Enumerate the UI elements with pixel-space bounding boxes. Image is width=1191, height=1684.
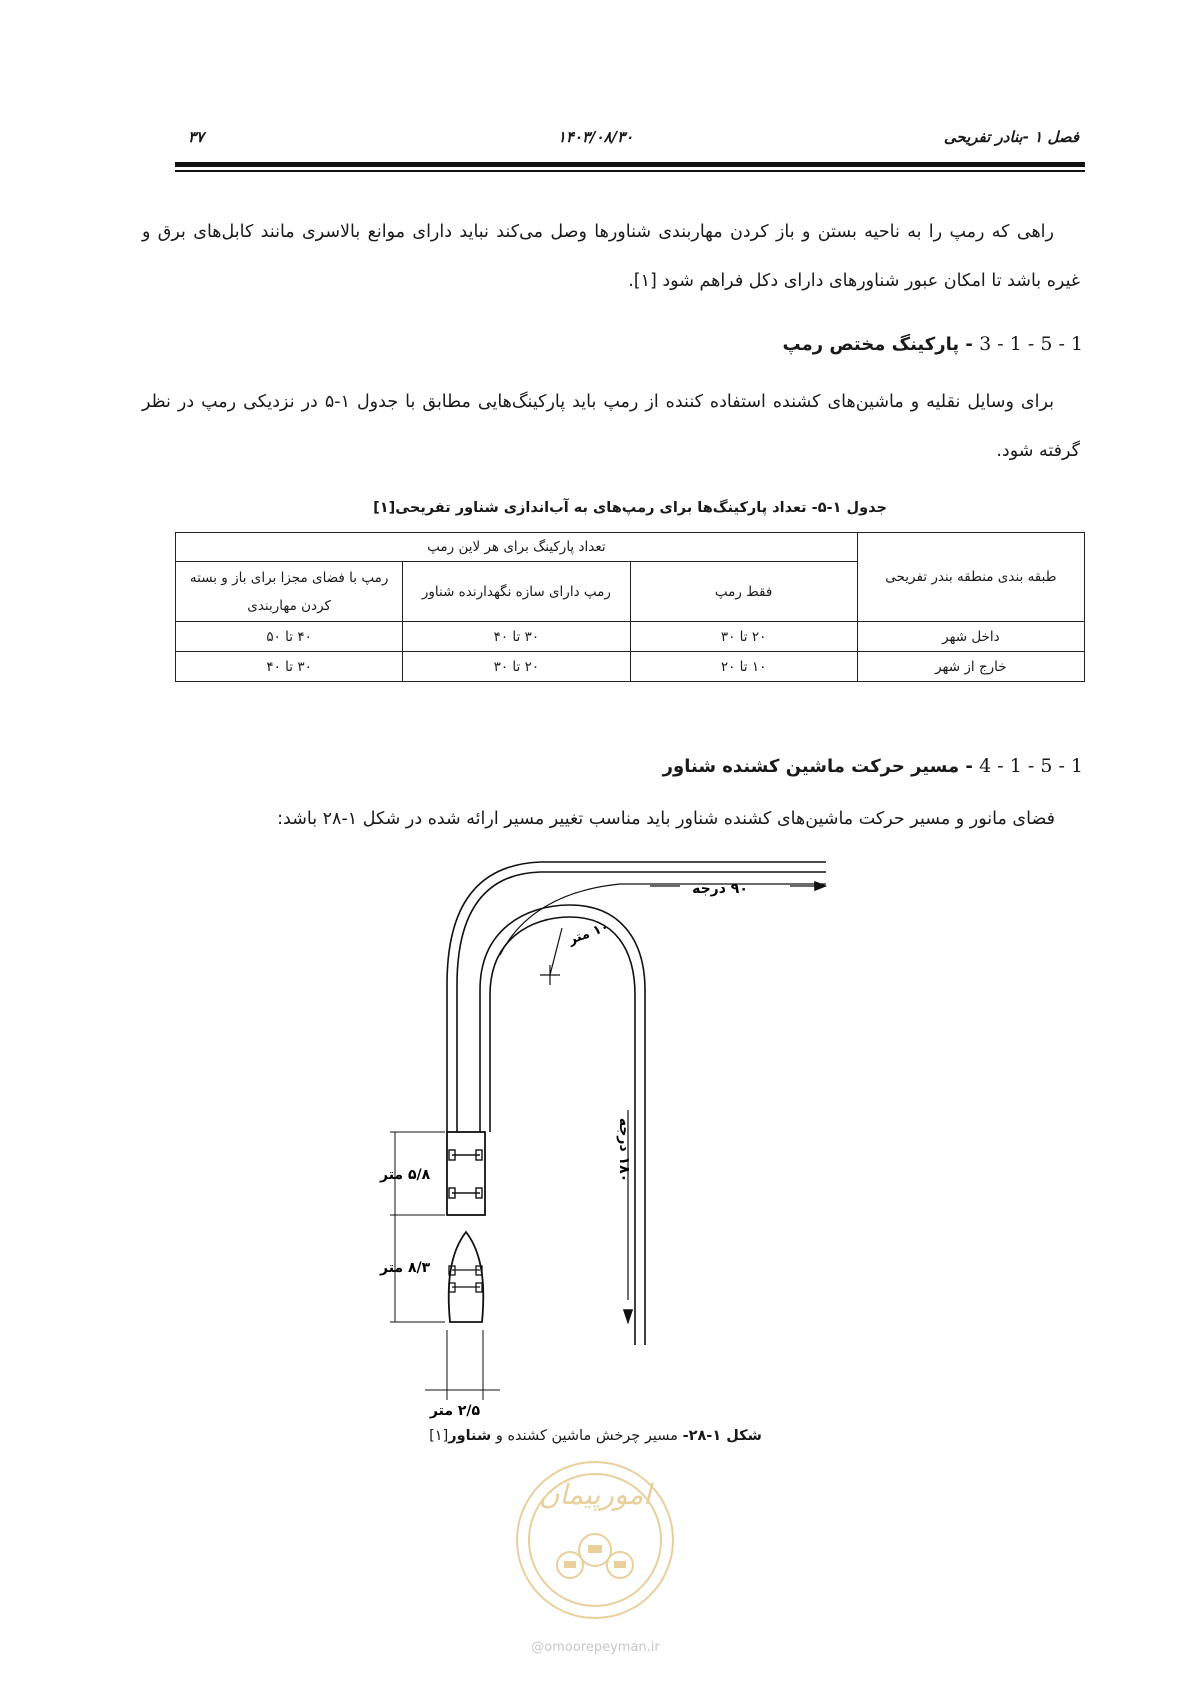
- table-cell: ۱۰ تا ۲۰: [630, 652, 857, 682]
- watermark-seal-text: امورپیمان: [538, 1478, 652, 1511]
- watermark-url: @omoorepeyman.ir: [531, 1640, 660, 1655]
- table-cell: ۳۰ تا ۴۰: [176, 652, 403, 682]
- page-number: ۳۷: [188, 128, 205, 146]
- label-10m: ۱۰ متر: [566, 919, 612, 948]
- paragraph-1: راهی که رمپ را به ناحیه بستن و باز کردن مهاربندی شناورها وصل می‌کند نباید دارای موانع بالاسری مانند کابل‌های برق و غیره باشد تا امکان عبور شناورهای دارای دکل فراهم شود [۱].: [142, 222, 1080, 291]
- table-cell: ۳۰ تا ۴۰: [403, 622, 630, 652]
- table-group-header: تعداد پارکینگ برای هر لاین رمپ: [176, 533, 858, 562]
- label-5-8m: ۵/۸ متر: [380, 1167, 431, 1183]
- table-row-header: طبقه بندی منطقه بندر تفریحی: [857, 533, 1084, 622]
- table-caption: جدول ۱-۵- تعداد پارکینگ‌ها برای رمپ‌های به آب‌اندازی شناور تفریحی[۱]: [373, 500, 887, 516]
- table-col-header: رمپ با فضای مجزا برای باز و بسته کردن مهاربندی: [176, 562, 403, 622]
- truck-axle: [449, 1150, 482, 1198]
- inner-lane-line-2: [490, 917, 635, 1345]
- label-90-degree: ۹۰ درجه: [692, 881, 748, 897]
- radius-line: [550, 928, 562, 975]
- paragraph-2: برای وسایل نقلیه و ماشین‌های کشنده استفاده کننده از رمپ باید پارکینگ‌هایی مطابق با جدول ۱-۵ در نزدیکی رمپ در نظر گرفته شود.: [142, 392, 1080, 461]
- figure-caption-label: شکل ۱-۲۸-: [682, 1428, 762, 1444]
- figure-caption: [0, 1428, 1191, 1444]
- lane-line-2: [457, 872, 826, 1132]
- table-cell: ۲۰ تا ۳۰: [630, 622, 857, 652]
- header-chapter: فصل ۱ -بنادر تفریحی: [943, 128, 1079, 146]
- table-cell: داخل شهر: [857, 622, 1084, 652]
- section-number: 1 - 5 - 1 - 4: [979, 755, 1083, 777]
- label-2-5m: ۲/۵ متر: [429, 1403, 481, 1419]
- figure-caption-bold: شناور: [448, 1428, 492, 1444]
- figure-caption-ref: [۱]: [429, 1428, 449, 1444]
- header-date: ۱۴۰۳/۰۸/۳۰: [557, 128, 634, 146]
- truck-rect: [447, 1132, 485, 1215]
- section-title: - مسیر حرکت ماشین کشنده شناور: [662, 756, 973, 777]
- table-col-header: رمپ دارای سازه نگهدارنده شناور: [403, 562, 630, 622]
- figure-caption-text: مسیر چرخش ماشین کشنده و: [491, 1428, 683, 1444]
- arrowhead-icon: [815, 882, 825, 890]
- trailer-axle: [449, 1266, 482, 1292]
- section-number: 1 - 5 - 1 - 3: [979, 333, 1083, 355]
- paragraph-3: فضای مانور و مسیر حرکت ماشین‌های کشنده شناور باید مناسب تغییر مسیر ارائه شده در شکل ۱-۲۸ باشد:: [277, 809, 1055, 829]
- table-cell: ۲۰ تا ۳۰: [403, 652, 630, 682]
- table-col-header: فقط رمپ: [630, 562, 857, 622]
- arrowhead-icon: [624, 1310, 632, 1322]
- label-180-degree: ۱۸۰ درجه: [616, 1117, 632, 1183]
- table-cell: ۴۰ تا ۵۰: [176, 622, 403, 652]
- section-title: - پارکینگ مختص رمپ: [782, 334, 973, 355]
- table-cell: خارج از شهر: [857, 652, 1084, 682]
- boat-shape: [449, 1232, 484, 1322]
- label-8-3m: ۸/۳ متر: [380, 1260, 431, 1276]
- outer-lane-line: [447, 862, 826, 1132]
